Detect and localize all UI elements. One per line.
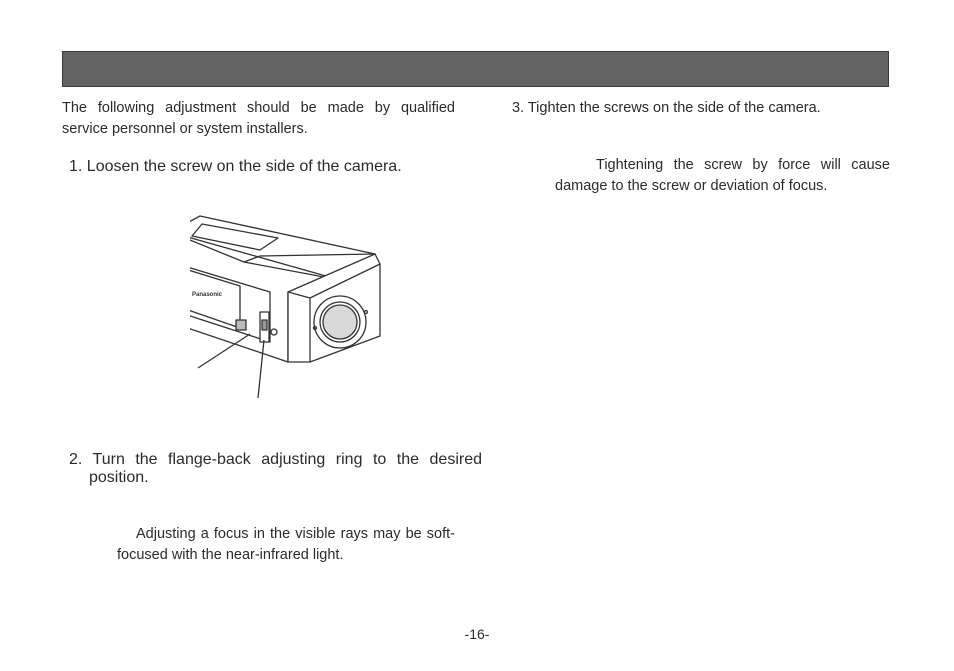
right-column [505, 98, 890, 119]
left-column [62, 98, 455, 140]
camera-illustration [190, 208, 390, 408]
step-1: 1. Loosen the screw on the side of the camera. [69, 158, 402, 175]
step-3: 3. Tighten the screws on the side of the camera. [512, 100, 821, 116]
intro-paragraph: The following adjustment should be made by qualified service personnel or system installers. [62, 100, 455, 137]
section-header-bar [62, 51, 889, 87]
note-right: Tightening the screw by force will cause damage to the screw or deviation of focus. [555, 156, 890, 194]
note-left: Adjusting a focus in the visible rays may be soft-focused with the near-infrared light. [117, 525, 455, 563]
step-2: 2. Turn the flange-back adjusting ring to the desired position. [69, 451, 482, 486]
page-number: -16- [464, 626, 490, 642]
brand-label: Panasonic [192, 292, 223, 298]
